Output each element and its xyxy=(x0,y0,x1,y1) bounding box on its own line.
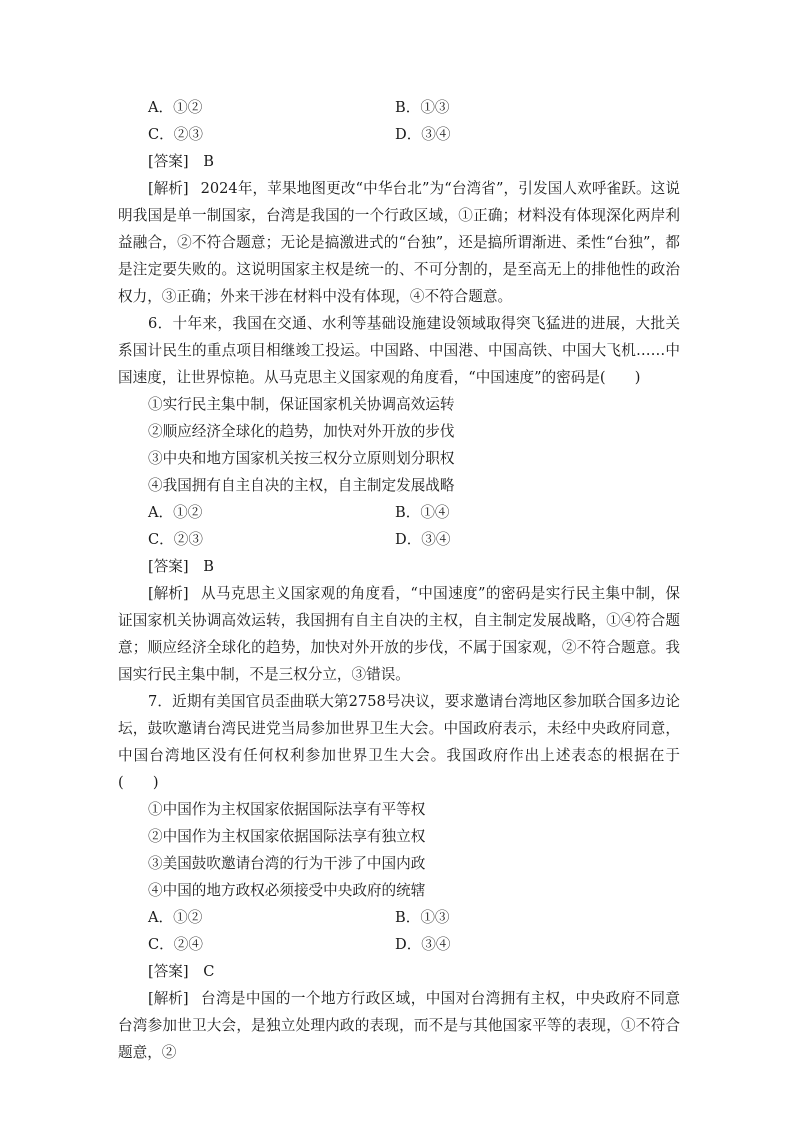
analysis-tag: [解析] xyxy=(148,180,189,197)
options-row xyxy=(118,94,680,121)
answer-tag: [答案] xyxy=(148,963,189,980)
statement-item: ①中国作为主权国家依据国际法享有平等权 xyxy=(148,801,426,818)
option-d: D．③④ xyxy=(395,126,451,143)
question-stem xyxy=(118,688,680,796)
answer-row xyxy=(118,553,680,580)
analysis-text: 台湾是中国的一个地方行政区域，中国对台湾拥有主权，中央政府不同意台湾参加世卫大会，是独立处理内政的表现，而不是与其他国家平等的表现，①不符合题意，② xyxy=(118,990,680,1061)
answer-value: B xyxy=(203,153,214,170)
answer-row xyxy=(118,148,680,175)
answer-value: C xyxy=(203,963,215,980)
page-content xyxy=(118,94,680,1066)
option-b: B．①④ xyxy=(395,504,450,521)
question-7-stem: 7．近期有美国官员歪曲联大第2758号决议，要求邀请台湾地区参加联合国多边论坛，鼓吹邀请台湾民进党当局参加世界卫生大会。中国政府表示，未经中央政府同意，中国台湾地区没有任何权利参加世界卫生大会。我国政府作出上述表态的根据在于( ) xyxy=(118,693,680,791)
analysis-tag: [解析] xyxy=(148,585,189,602)
option-c: C．②③ xyxy=(148,126,203,143)
analysis-paragraph xyxy=(118,985,680,1066)
question-6-stem: 6．十年来，我国在交通、水利等基础设施建设领域取得突飞猛进的进展，大批关系国计民生的重点项目相继竣工投运。中国路、中国港、中国高铁、中国大飞机……中国速度，让世界惊艳。从马克思主义国家观的角度看，“中国速度”的密码是( ) xyxy=(118,315,680,386)
analysis-text: 2024年，苹果地图更改“中华台北”为“台湾省”，引发国人欢呼雀跃。这说明我国是单一制国家，台湾是我国的一个行政区域，①正确；材料没有体现深化两岸利益融合，②不符合题意；无论是搞激进式的“台独”，还是搞所谓渐进、柔性“台独”，都是注定要失败的。这说明国家主权是统一的、不可分割的，是至高无上的排他性的政治权力，③正确；外来干涉在材料中没有体现，④不符合题意。 xyxy=(118,180,680,305)
option-a: A．①② xyxy=(148,909,203,926)
analysis-tag: [解析] xyxy=(148,990,189,1007)
statement-item: ③美国鼓吹邀请台湾的行为干涉了中国内政 xyxy=(148,855,426,872)
statement-item: ①实行民主集中制，保证国家机关协调高效运转 xyxy=(148,396,455,413)
statement-item: ④我国拥有自主自决的主权，自主制定发展战略 xyxy=(148,477,455,494)
statement-item: ②顺应经济全球化的趋势，加快对外开放的步伐 xyxy=(148,423,455,440)
answer-row xyxy=(118,958,680,985)
option-b: B．①③ xyxy=(395,99,450,116)
options-row xyxy=(118,121,680,148)
statement-item: ②中国作为主权国家依据国际法享有独立权 xyxy=(148,828,426,845)
options-row xyxy=(118,904,680,931)
answer-tag: [答案] xyxy=(148,153,189,170)
option-b: B．①③ xyxy=(395,909,450,926)
answer-value: B xyxy=(203,558,214,575)
analysis-text: 从马克思主义国家观的角度看，“中国速度”的密码是实行民主集中制，保证国家机关协调高效运转，我国拥有自主自决的主权，自主制定发展战略，①④符合题意；顺应经济全球化的趋势，加快对外开放的步伐，不属于国家观，②不符合题意。我国实行民主集中制，不是三权分立，③错误。 xyxy=(118,585,680,683)
option-a: A．①② xyxy=(148,99,203,116)
answer-tag: [答案] xyxy=(148,558,189,575)
analysis-paragraph xyxy=(118,175,680,310)
statement-item: ④中国的地方政权必须接受中央政府的统辖 xyxy=(148,882,426,899)
option-d: D．③④ xyxy=(395,936,451,953)
analysis-paragraph xyxy=(118,580,680,688)
options-row xyxy=(118,526,680,553)
statement-item: ③中央和地方国家机关按三权分立原则划分职权 xyxy=(148,450,455,467)
option-c: C．②③ xyxy=(148,531,203,548)
question-stem xyxy=(118,310,680,391)
options-row xyxy=(118,931,680,958)
option-c: C．②④ xyxy=(148,936,203,953)
option-a: A．①② xyxy=(148,504,203,521)
options-row xyxy=(118,499,680,526)
option-d: D．③④ xyxy=(395,531,451,548)
